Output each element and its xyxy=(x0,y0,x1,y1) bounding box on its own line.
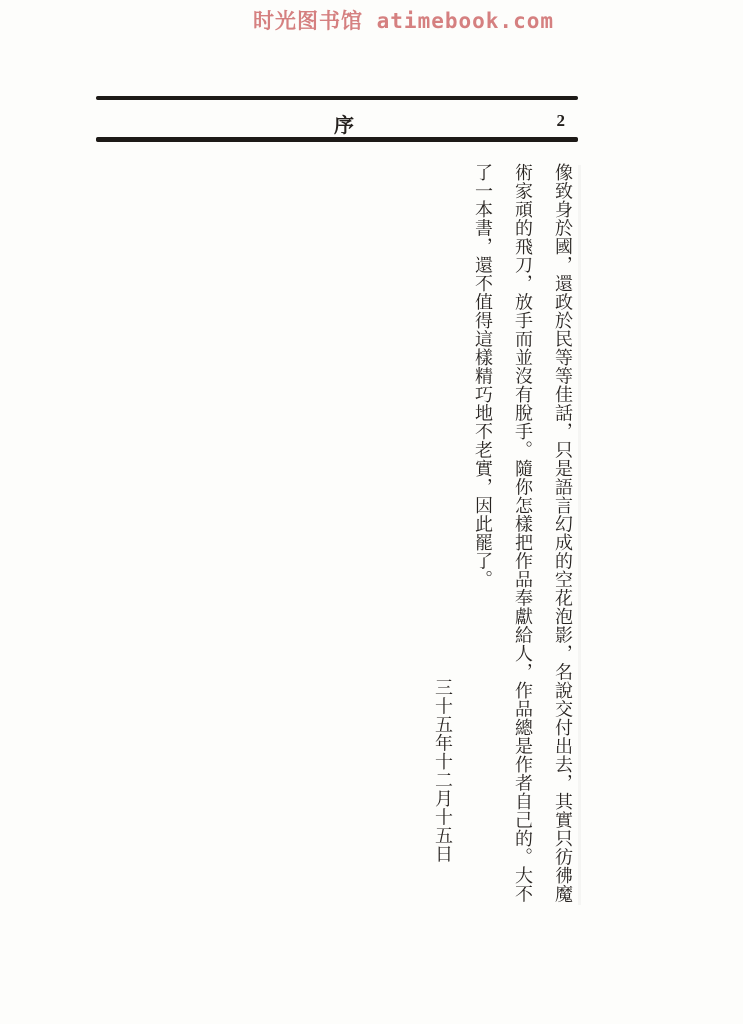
preface-body xyxy=(423,163,583,911)
text-column-2: 術家頑的飛刀，放手而並沒有脫手。隨你怎樣把作品奉獻給人，作品總是作者自己的。大不 xyxy=(513,163,533,903)
chapter-title: 序 xyxy=(334,115,356,137)
page-header xyxy=(96,96,578,142)
text-column-1: 像致身於國，還政於民等等佳話，只是語言幻成的空花泡影，名說交付出去，其實只彷彿魔 xyxy=(553,163,573,903)
page-number: 2 xyxy=(556,111,565,130)
text-column-3: 了一本書，還不值得這樣精巧地不老實，因此罷了。 xyxy=(473,163,493,589)
header-row xyxy=(96,100,578,137)
date-line: 三十五年十二月十五日 xyxy=(433,678,453,863)
watermark-text: 时光图书馆 atimebook.com xyxy=(253,9,555,33)
